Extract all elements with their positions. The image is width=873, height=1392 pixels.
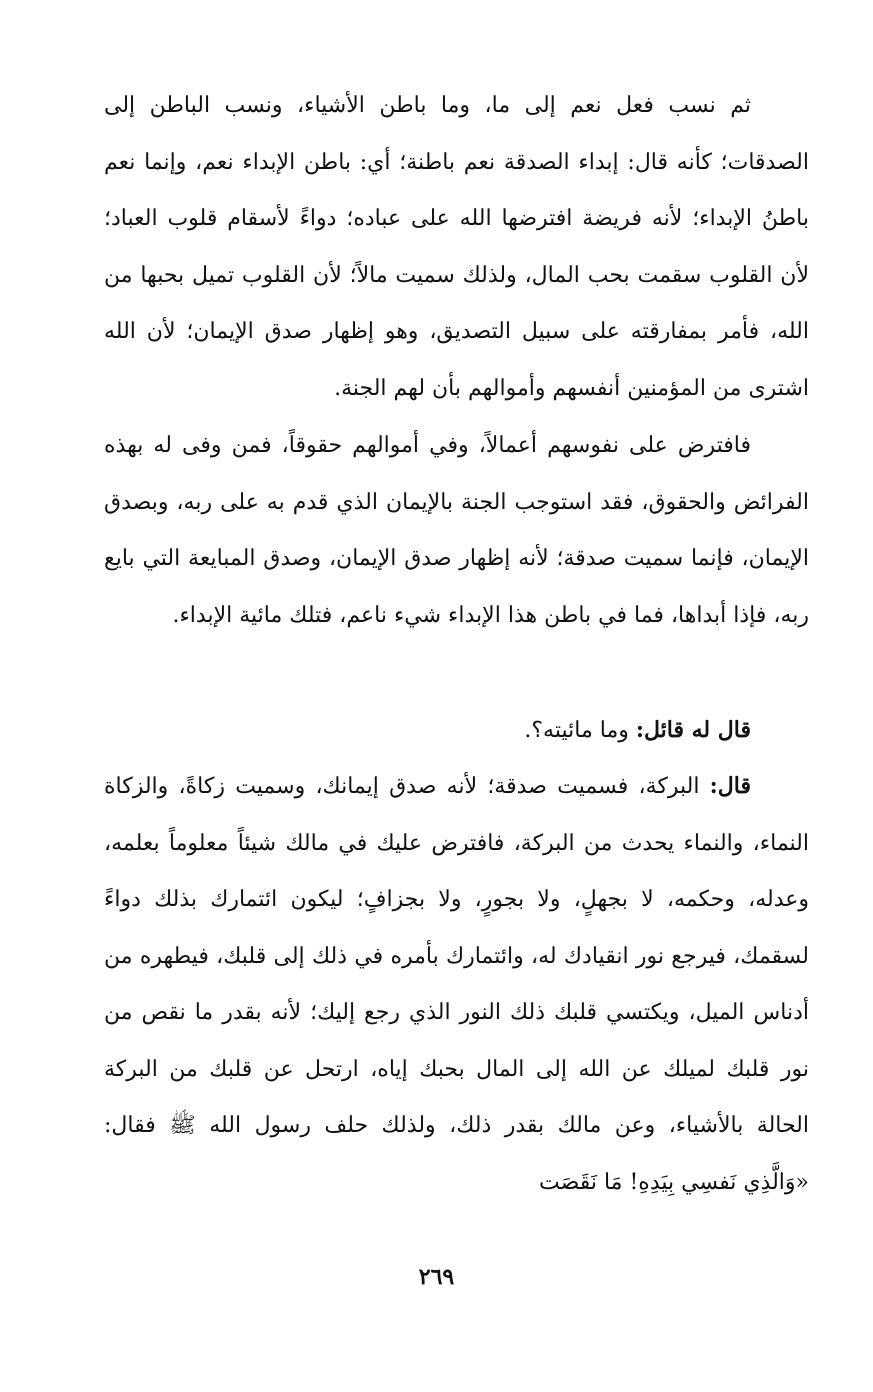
paragraph-4-text: البركة، فسميت صدقة؛ لأنه صدق إيمانك، وسميت زكاةً، والزكاة النماء، والنماء يحدث من البركة، فافترض عليك في مالك شيئاً معلوماً بعلمه، وعدله، وحكمه، لا بجهلٍ، ولا بجورٍ، ولا بجزافٍ؛ ليكون ائتمارك بذلك دواءً لسقمك، فيرجع نور انقيادك له، وائتمارك بأمره في ذلك إلى قلبك، فيطهره من أدناس الميل، ويكتسي قلبك ذلك النور الذي رجع إليك؛ لأنه بقدر ما نقص من نور قلبك لميلك عن الله إلى المال بحبك إياه، ارتحل عن قلبك من البركة الحالة بالأشياء، وعن مالك بقدر ذلك، ولذلك حلف رسول الله ﷺ فقال: «وَالَّذِي نَفسِي بِيَدِهِ! مَا نَقَصَت bbox=[104, 774, 809, 1195]
paragraph-4 bbox=[104, 758, 809, 1211]
page-number: ٢٦٩ bbox=[418, 1264, 455, 1290]
paragraph-1 bbox=[104, 78, 809, 417]
speaker-label: قال: bbox=[709, 773, 751, 799]
paragraph-4-line bbox=[104, 758, 809, 1211]
paragraph-3-text: وما مائيته؟. bbox=[524, 718, 636, 743]
paragraph-2 bbox=[104, 418, 809, 644]
paragraph-3-line bbox=[104, 702, 809, 760]
paragraph-2-text: فافترض على نفوسهم أعمالاً، وفي أموالهم حقوقاً، فمن وفى له بهذه الفرائض والحقوق، فقد استوجب الجنة بالإيمان الذي قدم به على ربه، وبصدق الإيمان، فإنما سميت صدقة؛ لأنه إظهار صدق الإيمان، وصدق المبايعة التي بايع ربه، فإذا أبداها، فما في باطن هذا الإبداء شيء ناعم، فتلك مائية الإبداء. bbox=[104, 433, 809, 628]
paragraph-3 bbox=[104, 702, 809, 760]
paragraph-1-text: ثم نسب فعل نعم إلى ما، وما باطن الأشياء، ونسب الباطن إلى الصدقات؛ كأنه قال: إبداء الصدقة نعم باطنة؛ أي: باطن الإبداء نعم، وإنما نعم باطنُ الإبداء؛ لأنه فريضة افترضها الله على عباده؛ دواءً لأسقام قلوب العباد؛ لأن القلوب سقمت بحب المال، ولذلك سميت مالاً؛ لأن القلوب تميل بحبها من الله، فأمر بمفارقته على سبيل التصديق، وهو إظهار صدق الإيمان؛ لأن الله اشترى من المؤمنين أنفسهم وأموالهم بأن لهم الجنة. bbox=[104, 93, 809, 401]
speaker-label: قال له قائل: bbox=[635, 717, 751, 743]
